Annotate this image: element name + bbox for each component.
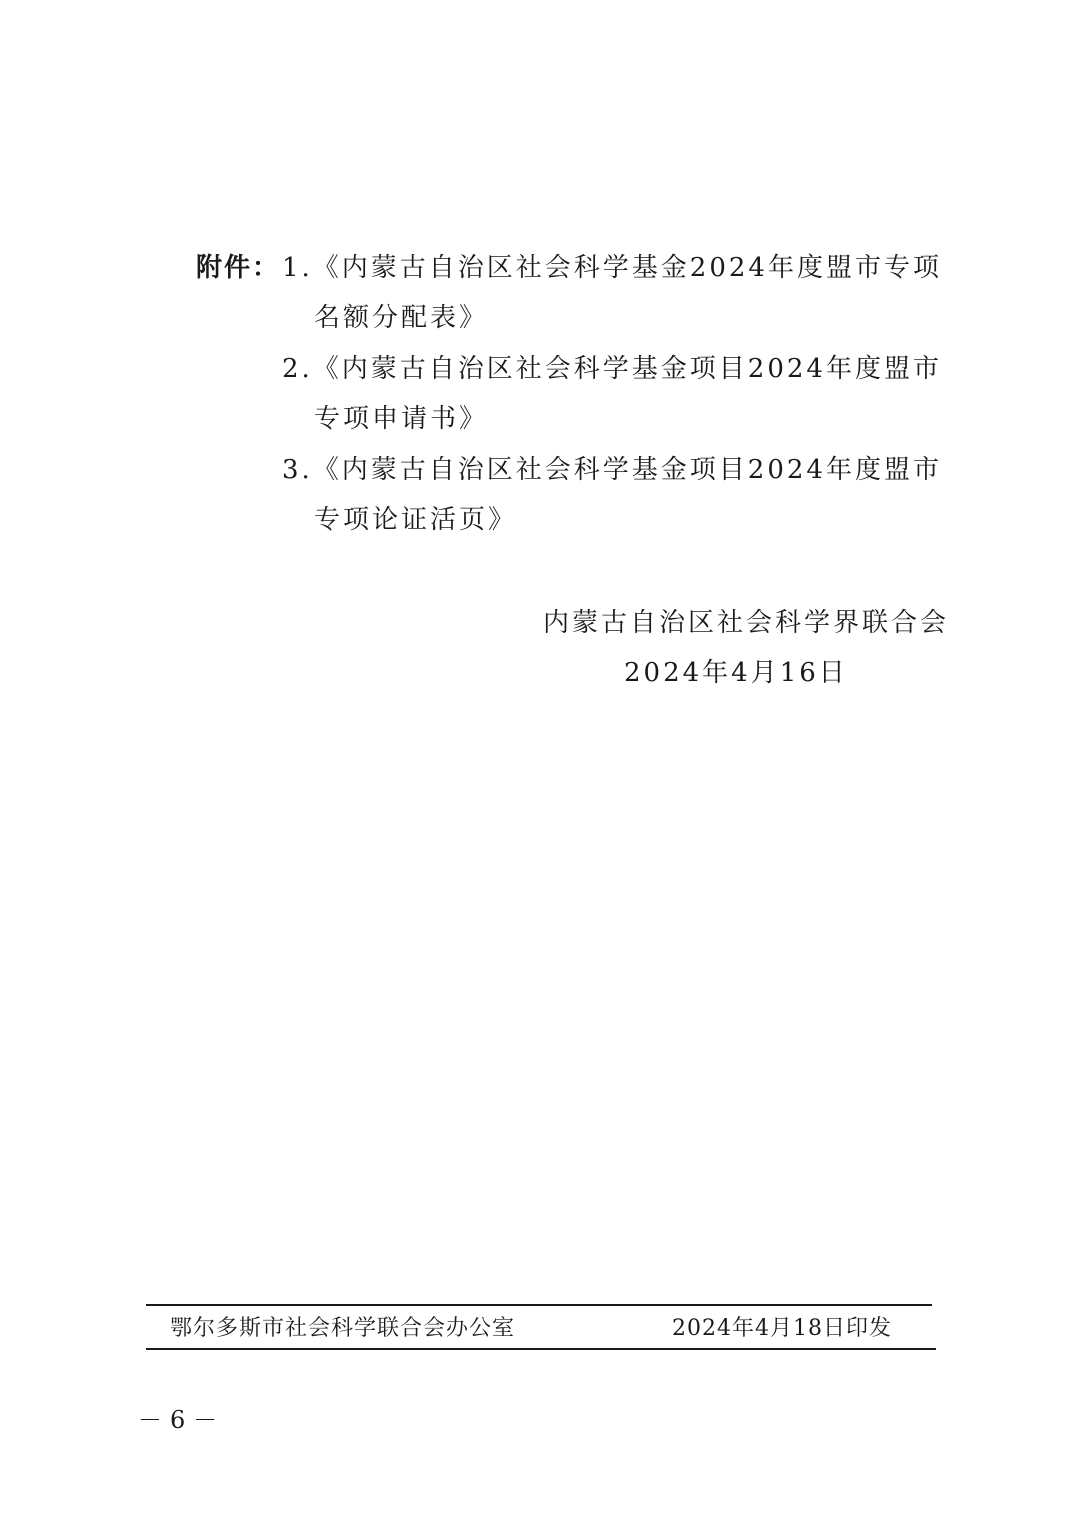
attachment-3-line-1: 3.《内蒙古自治区社会科学基金项目2024年度盟市 — [282, 455, 942, 485]
footer-issue-date: 2024年4月18日印发 — [672, 1316, 892, 1341]
signature-date: 2024年4月16日 — [624, 658, 848, 688]
attachment-1-line-2: 名额分配表》 — [314, 303, 489, 333]
footer-top-rule — [146, 1304, 932, 1306]
attachment-1-line-1: 1.《内蒙古自治区社会科学基金2024年度盟市专项 — [282, 253, 942, 283]
attachments-label: 附件： — [196, 253, 281, 283]
attachment-2-line-1: 2.《内蒙古自治区社会科学基金项目2024年度盟市 — [282, 354, 942, 384]
footer-bottom-rule — [146, 1348, 936, 1350]
footer-issuer: 鄂尔多斯市社会科学联合会办公室 — [170, 1316, 516, 1341]
attachment-2-line-2: 专项申请书》 — [314, 404, 489, 434]
signature-organization: 内蒙古自治区社会科学界联合会 — [543, 608, 950, 638]
attachment-3-line-2: 专项论证活页》 — [314, 505, 518, 535]
page-number: －6－ — [138, 1406, 226, 1434]
